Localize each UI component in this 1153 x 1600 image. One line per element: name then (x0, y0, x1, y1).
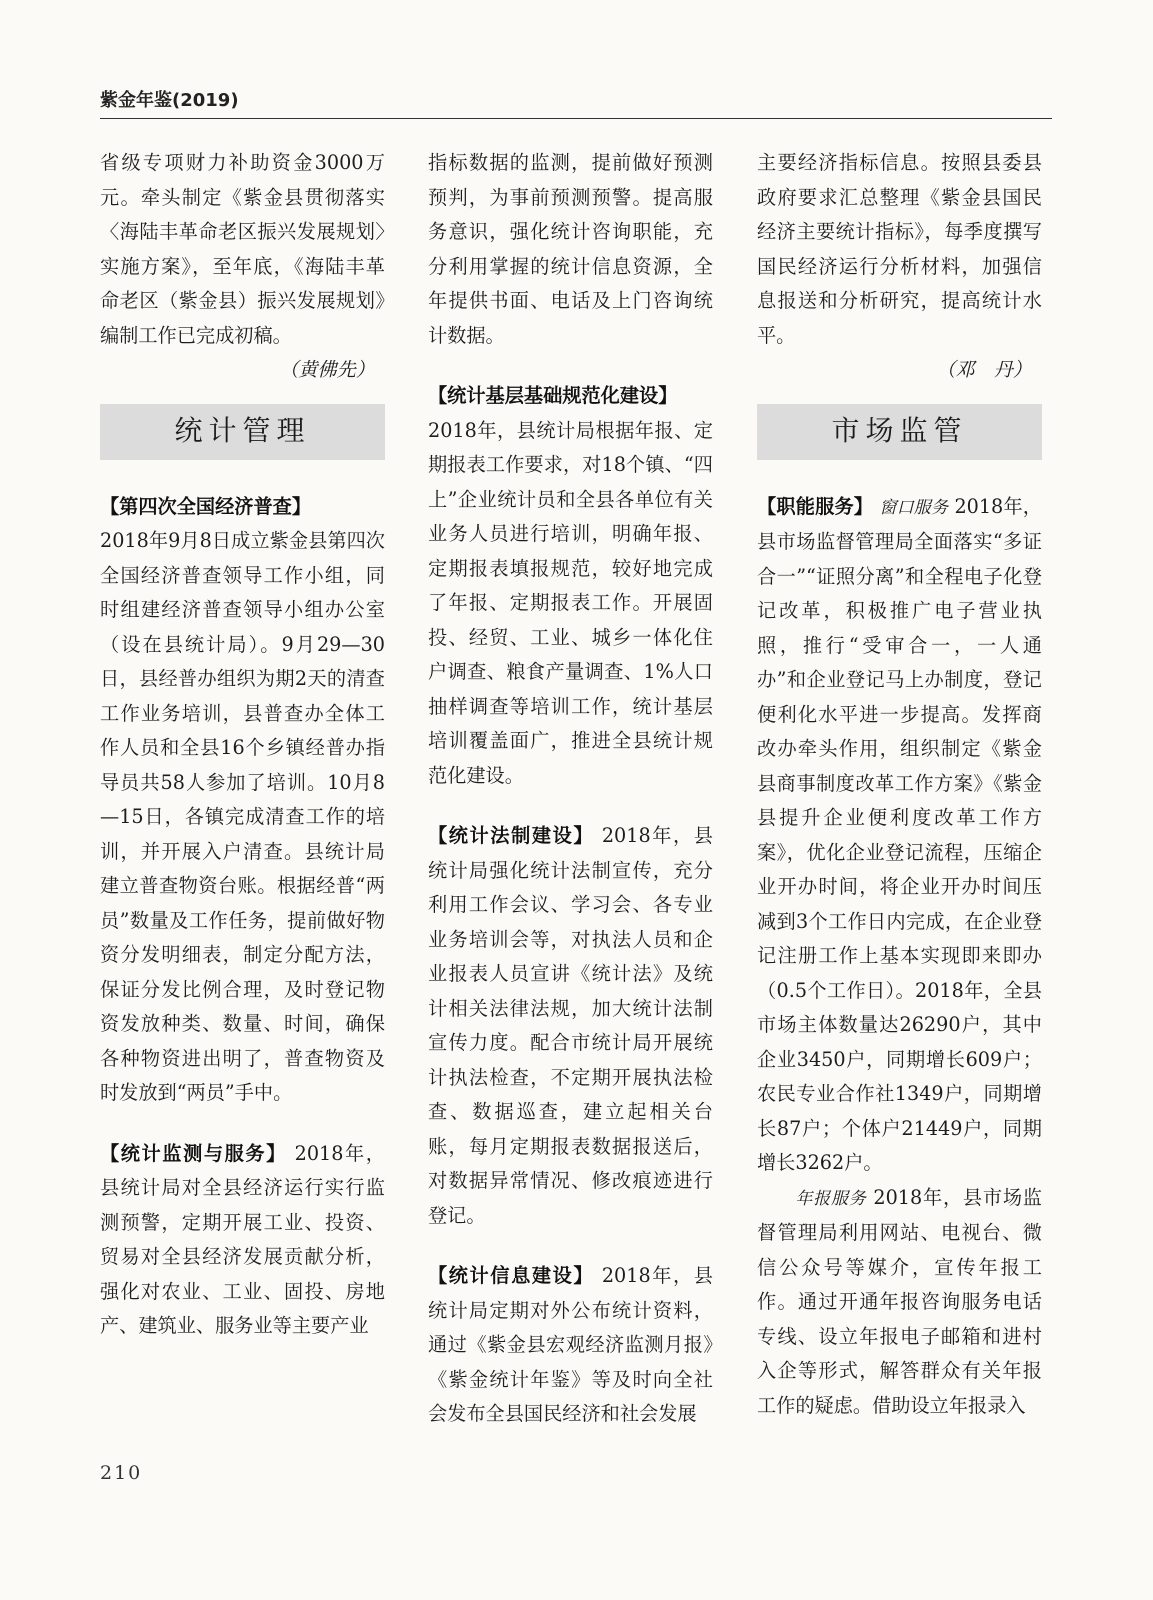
subsection-heading: 【统计法制建设】 (428, 824, 595, 847)
header-rule (100, 118, 1052, 119)
subsection-heading: 【统计信息建设】 (428, 1264, 595, 1287)
paragraph-text: 2018年，县统计局强化统计法制宣传，充分利用工作会议、学习会、各专业业务培训会等，对执法人员和企业报表人员宣讲《统计法》及统计相关法律法规，加大统计法制宣传力度。配合市统计局开展统计执法检查，不定期开展执法检查、数据巡查，建立起相关台账，每月定期报表数据报送后，对数据异常情况、修改痕迹进行登记。 (428, 824, 713, 1227)
paragraph: 指标数据的监测，提前做好预测预判，为事前预测预警。提高服务意识，强化统计咨询职能，充分利用掌握的统计信息资源，全年提供书面、电话及上门咨询统计数据。 (428, 151, 713, 347)
paragraph-text: 2018年，县统计局定期对外公布统计资料，通过《紫金县宏观经济监测月报》《紫金统计年鉴》等及时向全社会发布全县国民经济和社会发展 (428, 1264, 713, 1425)
paragraph (757, 1181, 1042, 1424)
paragraph: 省级专项财力补助资金3000万元。牵头制定《紫金县贯彻落实〈海陆丰革命老区振兴发展规划〉实施方案》，至年底，《海陆丰革命老区（紫金县）振兴发展规划》编制工作已完成初稿。 (100, 151, 385, 347)
author-signature: （黄佛先） (279, 358, 375, 381)
paragraph (757, 490, 1042, 1181)
author-signature: （邓 丹） (936, 358, 1032, 381)
subsection-heading: 【职能服务】 (757, 494, 874, 518)
section-title-statistics: 统计管理 (100, 404, 385, 460)
subsection-heading: 【统计基层基础规范化建设】 (428, 384, 678, 407)
paragraph (100, 490, 385, 1111)
subsection-heading: 【第四次全国经济普查】 (100, 494, 312, 518)
column-1 (100, 146, 385, 1344)
section-title-market-regulation: 市场监管 (757, 404, 1042, 460)
running-header: 紫金年鉴(2019) (100, 90, 239, 111)
paragraph-text: 2018年9月8日成立紫金县第四次全国经济普查领导工作小组，同时组建经济普查领导小组办公室（设在县统计局）。9月29—30日，县经普办组织为期2天的清查工作业务培训，县普查办全体工作人员和全县16个乡镇经普办指导员共58人参加了培训。10月8—15日，各镇完成清查工作的培训，并开展入户清查。县统计局建立普查物资台账。根据经普“两员”数量及工作任务，提前做好物资分发明细表，制定分配方法，保证分发比例合理，及时登记物资发放种类、数量、时间，确保各种物资进出明了，普查物资及时发放到“两员”手中。 (100, 529, 385, 1104)
paragraph-text: 2018年，县统计局对全县经济运行实行监测预警，定期开展工业、投资、贸易对全县经济发展贡献分析，强化对农业、工业、固投、房地产、建筑业、服务业等主要产业 (100, 1141, 385, 1337)
subsection-heading: 【统计监测与服务】 (100, 1141, 287, 1165)
keyword-label: 窗口服务 (879, 497, 949, 518)
column-3 (757, 146, 1042, 1423)
paragraph-text: 2018年，县统计局根据年报、定期报表工作要求，对18个镇、“四上”企业统计员和全县各单位有关业务人员进行培训，明确年报、定期报表填报规范，较好地完成了年报、定期报表工作。开展固投、经贸、工业、城乡一体化住户调查、粮食产量调查、1%人口抽样调查等培训工作，统计基层培训覆盖面广，推进全县统计规范化建设。 (428, 418, 713, 787)
paragraph (428, 379, 713, 793)
paragraph (428, 819, 713, 1233)
paragraph: 主要经济指标信息。按照县委县政府要求汇总整理《紫金县国民经济主要统计指标》，每季度撰写国民经济运行分析材料，加强信息报送和分析研究，提高统计水平。 (757, 151, 1042, 347)
page-number: 210 (100, 1462, 143, 1484)
paragraph (100, 1137, 385, 1344)
paragraph-text: 2018年，县市场监督管理局利用网站、电视台、微信公众号等媒介，宣传年报工作。通过开通年报咨询服务电话专线、设立年报电子邮箱和进村入企等形式，解答群众有关年报工作的疑虑。借助设立年报录入 (757, 1185, 1042, 1417)
column-2 (428, 146, 713, 1432)
paragraph (428, 1259, 713, 1432)
keyword-label: 年报服务 (795, 1188, 867, 1209)
paragraph-text: 2018年，县市场监督管理局全面落实“多证合一”“证照分离”和全程电子化登记改革，积极推广电子营业执照，推行“受审合一，一人通办”和企业登记马上办制度，登记便利化水平进一步提高。发挥商改办牵头作用，组织制定《紫金县商事制度改革工作方案》《紫金县提升企业便利度改革工作方案》，优化企业登记流程，压缩企业开办时间，将企业开办时间压减到3个工作日内完成，在企业登记注册工作上基本实现即来即办（0.5个工作日）。2018年，全县市场主体数量达26290户，其中企业3450户，同期增长609户；农民专业合作社1349户，同期增长87户；个体户21449户，同期增长3262户。 (757, 494, 1042, 1174)
